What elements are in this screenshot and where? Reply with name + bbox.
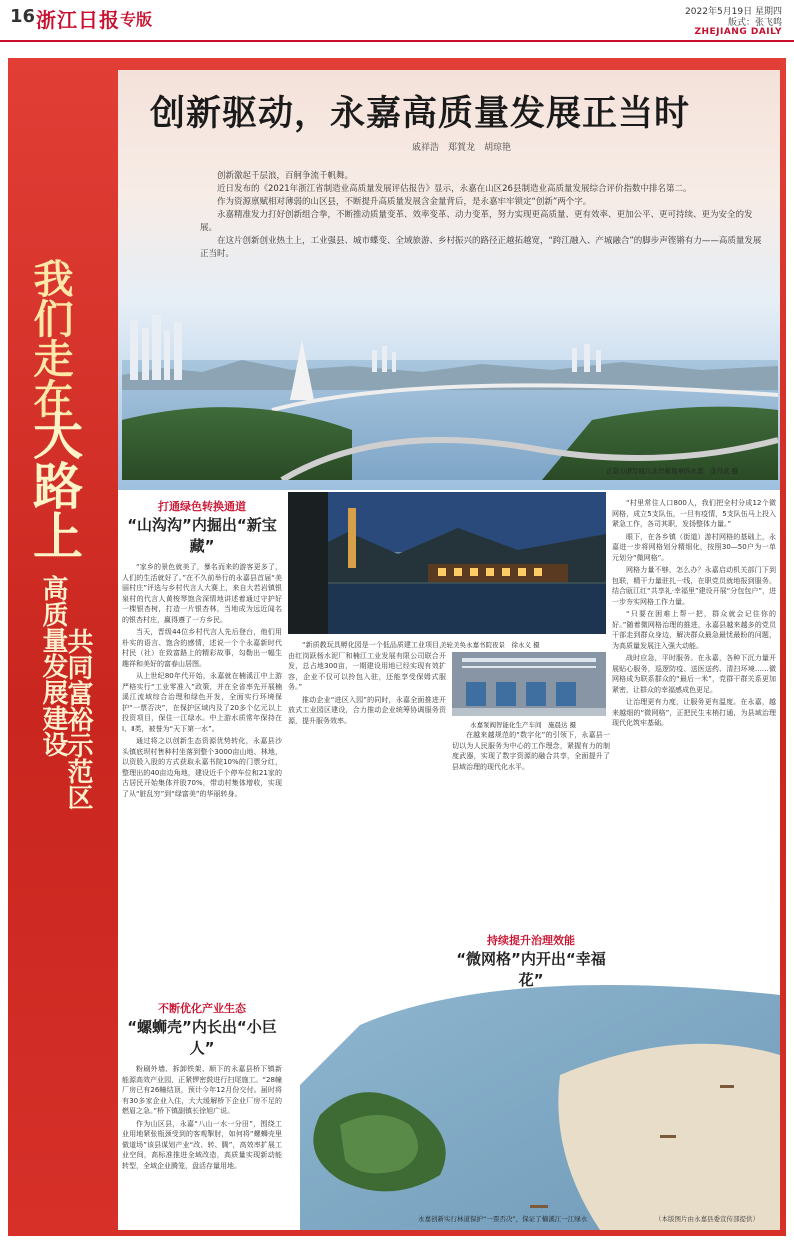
body-para: 粉刷外墙、拆卸铁架、顺下的永嘉县桥下镇新能源高效产业园，正紧锣密鼓进行扫尾施工。“28幢厂房已有26幢结顶，预计今年12月份交付。届时将有30多家企业入住，大大缓解桥下企业厂房不足的燃眉之急。”桥下镇副镇长徐旭广说。 bbox=[122, 1065, 282, 1115]
slogan-line3: 高质量发展建设 bbox=[38, 575, 68, 757]
section-body bbox=[452, 730, 610, 772]
body-para: 网格力量不够，怎么办？永嘉启动机关部门下到包联，精干力量驻扎一线，在职党员就地报到服务。结合瓯江红“共享礼·幸福里”建设开展“分包包户”，进一步夯实网格工作力量。 bbox=[612, 566, 776, 606]
body-para: 通过将之以创新生态资源优势转化，永嘉县沙头镇底坝村售种村坐落到整个3000亩山地、林地，以资股入股的方式获取永嘉书院10%的门票分红，整理出的40亩边角地，建设近千个停车位和21家的古居民开始集体并股70%，带动村集体增收，实现了从“脏乱穷”到“绿富美”的华丽转身。 bbox=[122, 737, 282, 798]
body-para: “村里常住人口800人，我们把全村分成12个微网格，成立5支队伍，一旦有疫情，5支队伍马上投入紧急工作，各司其职，发扬整体力量。” bbox=[612, 499, 776, 528]
section-title: “微网格”内开出“幸福花” bbox=[456, 950, 606, 989]
section-kicker: 打通绿色转换通道 bbox=[158, 500, 246, 513]
issue-date: 2022年5月19日 星期四 bbox=[685, 7, 782, 17]
section-body bbox=[612, 498, 776, 729]
factory-workshop-photo bbox=[452, 652, 606, 716]
article-column-2 bbox=[288, 640, 446, 728]
body-para: “新质教玩具孵化园是一个低品质建工业项目，由红岗跃杨水泥厂和楠江工业发展有限公司联合开发，总占地300亩，一期建设用地已经实现有效扩容，企业不仅可以拎包入驻，还能享受保姆式服务。” bbox=[288, 641, 446, 691]
page-headline: 创新驱动，永嘉高质量发展正当时 bbox=[150, 94, 691, 134]
slogan-line1: 我们走在 bbox=[27, 258, 74, 418]
article-column-3 bbox=[452, 730, 610, 774]
intro-block bbox=[200, 170, 765, 261]
academy-night-photo bbox=[288, 492, 606, 634]
photo-caption: 美轮美奂永嘉书院夜景 徐永义 摄 bbox=[440, 641, 540, 649]
river-aerial-photo bbox=[300, 965, 780, 1230]
body-para: “只要在困难上帮一把，群众就会记住你的好。”随着微网格治理的推进，永嘉县越来越多的党员干部走到群众身边，解决群众最急最忧最盼的问题，为高质量发展注入强大动能。 bbox=[612, 610, 776, 650]
section-tag: 专版 bbox=[120, 10, 153, 29]
body-para: 当天，晋级44位乡村代言人先后登台，他们用朴实的语言、饱含的感情，述说一个个永嘉新时代村民（社）在致富路上的精彩故事，勾勒出一幅生趣祥和美好的富春山居图。 bbox=[122, 628, 282, 668]
section-body bbox=[122, 1064, 282, 1171]
page-number: 16 bbox=[10, 6, 36, 27]
editor-credit: 版式：张飞鸣 bbox=[727, 18, 782, 28]
intro-para: 作为资源禀赋相对薄弱的山区县，不断提升高质量发展含金量背后，是永嘉牢牢锁定“创新”两个字。 bbox=[217, 197, 592, 207]
photo-credit: （本版图片由永嘉县委宣传部提供） bbox=[655, 1215, 759, 1223]
intro-para: 近日发布的《2021年浙江省制造业高质量发展评估报告》显示，永嘉在山区26县制造业高质量发展综合评价指数中排名第二。 bbox=[217, 184, 692, 194]
section-title: “山沟沟”内掘出“新宝藏” bbox=[127, 516, 277, 555]
body-para: “家乡的景色就美了，暴名而来的游客更多了，人们的生活就好了。”在不久前举行的永嘉县首届“美丽村庄”评选与乡村代言人大赛上，来自大若岩镇银泉村的代言人黄梭琴饱含深情地讲述着通过守护好一棵银杏树，打造一片银杏林，当地成为远近闻名的银杏村庄，赢得遵了一方乡民。 bbox=[122, 563, 282, 624]
city-landscape-photo bbox=[122, 300, 778, 480]
section-title: “螺蛳壳”内长出“小巨人” bbox=[127, 1018, 277, 1057]
body-para: 在越来越规范的“数字化”的引领下，永嘉县一切以为人民服务为中心的工作理念，紧握有力的制度武器，实现了数字资源的融合共享，全面提升了县域治理的现代化水平。 bbox=[452, 731, 610, 771]
body-para: 让治理更有力度，让服务更有温度。在永嘉，越来越细的“微网格”，正把民生末梢打通，为县域治理现代化筑牢基础。 bbox=[612, 698, 776, 727]
body-para: 战时应急，平时服务。在永嘉，各种下沉力量开展贴心服务，巡逻防疫、送医送药、清扫环境……微网格成为联系群众的“最后一米”，党群干群关系更加紧密，让群众的幸福感成色更足。 bbox=[612, 654, 776, 694]
article-section-2 bbox=[122, 1000, 282, 1173]
intro-para: 创新激起千层浪，百舸争流千帆舞。 bbox=[217, 171, 354, 181]
slogan-line2: 大路上 bbox=[25, 410, 84, 560]
section-body bbox=[122, 562, 282, 799]
intro-para: 在这片创新创业热土上，工业强县、城市蝶变、全域旅游、乡村振兴的路径正越拓越宽，“跨江融入、产城融合”的脚步声铿锵有力——高质量发展正当时。 bbox=[200, 236, 762, 259]
slogan-line4: 共同富裕示范区 bbox=[63, 628, 93, 810]
body-para: 作为山区县，永嘉“八山一水一分田”，围绕工业用地紧张瓶颈受到的客观掣肘，如何将“螺蛳壳里做道场”该县谋划产业“改、转、腾”，高效率扩展工业空间，高标准推进全域改造，高质量实现新动能转型，全域企业腾笼，盘活存量用地。 bbox=[122, 1119, 282, 1170]
body-para: 推动企业“进区入园”的同时，永嘉全面推进开放式工业园区建设，合力推动企业统筹协调服务资源，提升服务效率。 bbox=[288, 695, 446, 725]
intro-para: 永嘉精准发力打好创新组合拳，不断推动质量变革、效率变革、动力变革，努力实现更高质量、更有效率、更加公平、更可持续、更为安全的发展。 bbox=[200, 210, 753, 233]
photo-caption: 永嘉泵阀智能化生产车间 施晨达 摄 bbox=[470, 721, 577, 729]
photo-caption: 正奋力谱写瓯江北岸新篇章的永嘉 金丹武 摄 bbox=[606, 467, 739, 475]
bylines: 戚祥浩 郑賀龙 胡琼艳 bbox=[412, 143, 512, 153]
section-kicker: 持续提升治理效能 bbox=[487, 934, 575, 947]
paper-name: 浙江日报 bbox=[36, 8, 120, 32]
paper-english-name: ZHEJIANG DAILY bbox=[694, 27, 782, 37]
article-column-4 bbox=[612, 498, 776, 731]
masthead bbox=[0, 0, 794, 42]
photo-caption: 永嘉创新实行林道保护“一票否决”，保证了楠溪江一江绿水 bbox=[418, 1215, 588, 1223]
body-para: 从上世纪80年代开始，永嘉就在楠溪江中上游严格实行“工业零准入”政策，并在全省率先开展楠溪江流域综合治理和绿色开发，全面实行环境保护“一票否决”，在保护区域内及了20多个亿元以上投资项目，保住一江绿水。中上游水质常年保持在Ⅰ、Ⅱ类，被誉为“天下第一水”。 bbox=[122, 672, 282, 733]
section-kicker: 不断优化产业生态 bbox=[158, 1002, 246, 1015]
section-body bbox=[288, 640, 446, 726]
article-section-1 bbox=[122, 498, 282, 801]
body-para: 眼下，在各乡镇（街道）游村网格的基础上，永嘉进一步将网格划分精细化，按照30—50户为一单元划分“微网格”。 bbox=[612, 532, 776, 562]
